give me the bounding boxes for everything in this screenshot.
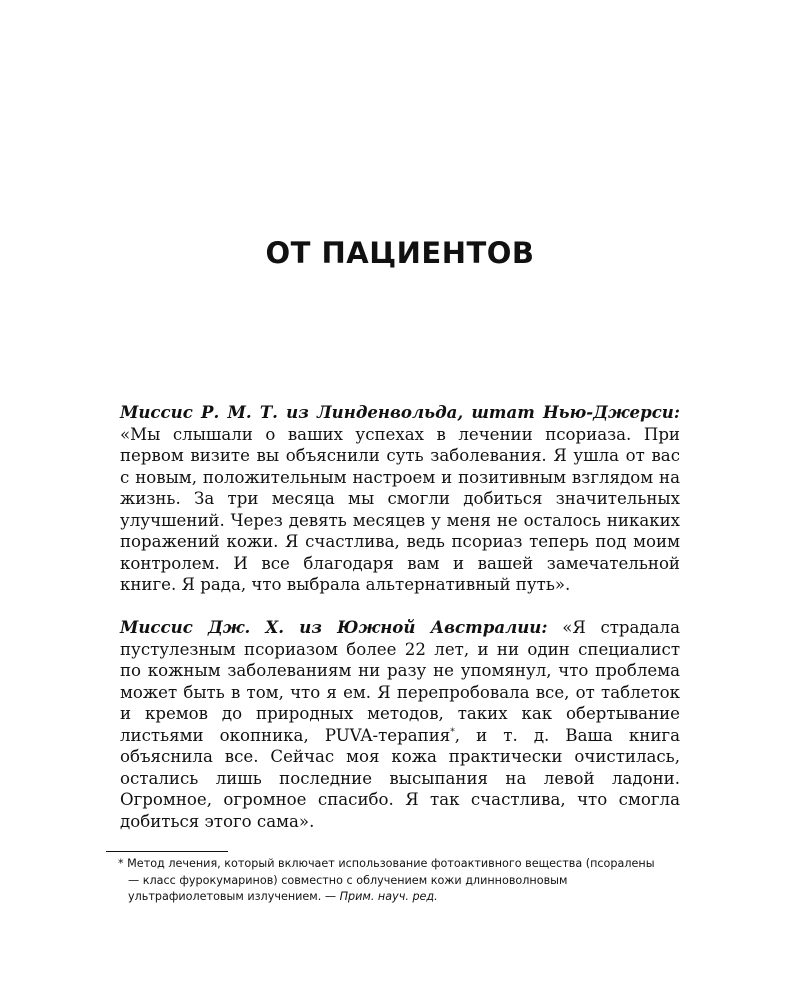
testimonial-1-author: Миссис Р. М. Т. из Линденвольда, штат Нью-Джерси: — [120, 402, 680, 422]
footnote-mark: * — [118, 857, 124, 870]
footnote-attribution: Прим. науч. ред. — [339, 890, 438, 903]
testimonial-1 — [120, 402, 680, 596]
footnote — [118, 856, 668, 906]
footnote-text: Метод лечения, который включает использование фотоактивного вещества (псоралены — класс фурокумаринов) совместно с облучением кожи длинноволновым ультрафиолетовым излучением. — — [127, 857, 655, 903]
testimonial-2-text-part1: «Я страдала пустулезным псориазом более 22 лет, и ни один специалист по кожным заболеваниям ни разу не упомянул, что проблема может быть в том, что я ем. Я перепробовала все, от таблеток и кремов до природных методов, таких как обертывание листьями окопника, PUVA-терапия — [120, 618, 680, 745]
footnote-reference-mark: * — [450, 726, 455, 737]
chapter-title: ОТ ПАЦИЕНТОВ — [265, 236, 535, 270]
testimonial-2-text-part2: , и т. д. Ваша книга объяснила все. Сейчас моя кожа практически очистилась, остались лишь последние высыпания на левой ладони. Огромное, огромное спасибо. Я так счастлива, что смогла добиться этого сама». — [120, 725, 681, 831]
footnote-divider — [106, 851, 228, 852]
testimonial-1-text: «Мы слышали о ваших успехах в лечении псориаза. При первом визите вы объяснили суть заболевания. Я ушла от вас с новым, положительным настроем и позитивным взглядом на жизнь. За три месяца мы смогли добиться значительных улучшений. Через девять месяцев у меня не осталось никаких поражений кожи. Я счастлива, ведь псориаз теперь под моим контролем. И все благодаря вам и вашей замечательной книге. Я рада, что выбрала альтернативный путь». — [120, 424, 680, 594]
testimonial-2 — [120, 617, 680, 832]
testimonial-2-author: Миссис Дж. Х. из Южной Австралии: — [120, 617, 548, 637]
